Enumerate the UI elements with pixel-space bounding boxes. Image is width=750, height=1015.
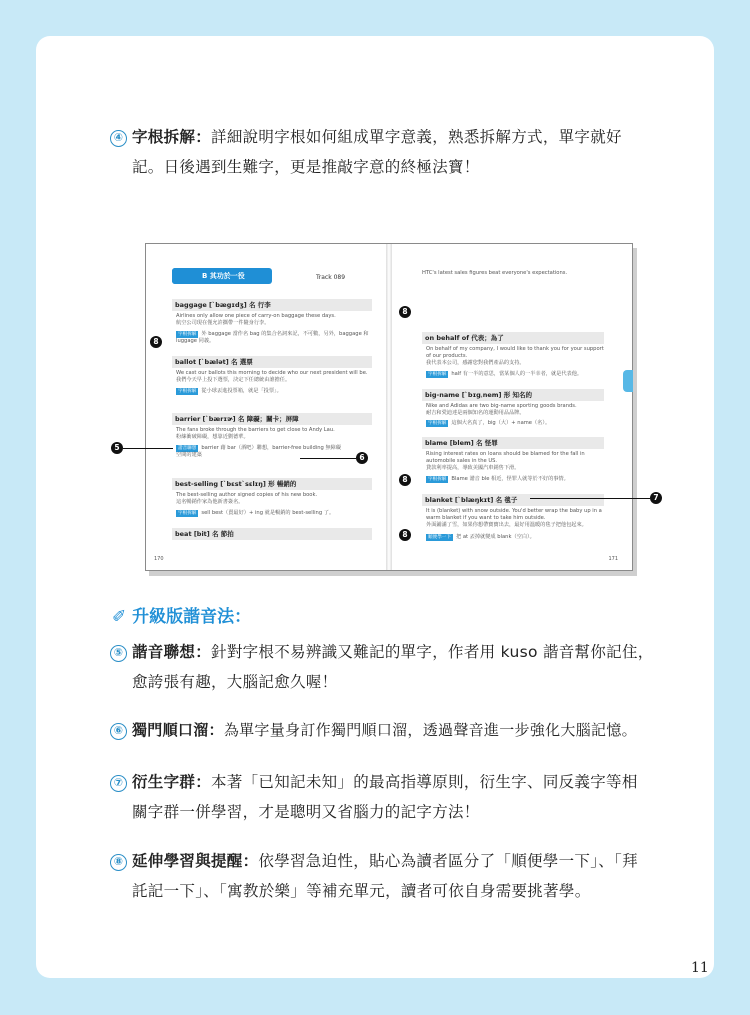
entry-note: 諧音聯想 barrier 藉 bar（酒吧）聯想，barrier-free building 無障礙空間的建築	[176, 445, 342, 458]
section-header: B 其功於一役	[172, 268, 272, 284]
entry-example: On behalf of my company, I would like to thank you for your support of our products. 我代表本公司，感謝您對我們產品的支持。	[426, 346, 604, 366]
callout-5: 5	[111, 442, 123, 454]
entry-example: The fans broke through the barriers to get close to Andy Lau. 粉絲衝破障礙，想靠近劉德華。	[176, 427, 335, 440]
callout-line	[530, 498, 650, 499]
entry-note: 字根拆解 這個大名真了，big（大）+ name（名）。	[428, 420, 551, 426]
item-text-line1: 詳細說明字根如何組成單字意義，熟悉拆解方式，單字就好	[211, 128, 622, 146]
item-title: 衍生字群：	[132, 773, 212, 791]
entry-note: 字根拆解 sell best（賣最好）+ ing 就是暢銷的 best-selling 了。	[178, 510, 335, 516]
feature-item-root	[110, 122, 670, 182]
item-title: 字根拆解：	[132, 128, 212, 146]
callout-line	[300, 458, 356, 459]
entry-example: Nike and Adidas are two big-name sporting goods brands. 耐吉和愛迪達是兩個知名的運動用品品牌。	[426, 403, 577, 416]
item-text-line1: 本著「已知記未知」的最高指導原則，衍生字、同反義字等相	[211, 773, 638, 791]
feature-item-rhyme	[110, 715, 670, 745]
entry-word: on behalf of 代表；為了	[422, 332, 604, 344]
item-text-line2: 愈誇張有趣，大腦記愈久喔！	[132, 673, 338, 691]
feature-item-extension	[110, 846, 670, 906]
callout-8: 8	[150, 336, 162, 348]
entry-word: best-selling [ˋbɛstˋsɛlɪŋ] 形 暢銷的	[172, 478, 372, 490]
entry-word: ballot [ˋbælət] 名 選票	[172, 356, 372, 368]
entry-word: blame [blem] 名 怪罪	[422, 437, 604, 449]
entry-example: It is (blanket) with snow outside. You'd better wrap the baby up in a warm blanket if you want to take him outside. 外面鋪滿了雪，如果你想帶寶寶出去，最好用溫暖的毯子把他包起來。	[426, 508, 602, 528]
book-spine	[386, 244, 392, 570]
feature-item-homophone	[110, 637, 670, 697]
item-text-line1: 依學習急迫性，貼心為讀者區分了「順便學一下」、「拜	[258, 852, 638, 870]
page-number: 11	[691, 960, 709, 976]
callout-7: 7	[650, 492, 662, 504]
entry-note: 字根拆解 從小球丟進投票箱，就是「投票」。	[178, 388, 282, 394]
feature-item-derivatives	[110, 767, 670, 827]
entry-example: Rising interest rates on loans should be blamed for the fall in automobile sales in the US. 貸款利率提高，導致美國汽車銷售下滑。	[426, 451, 585, 471]
left-page-number: 170	[154, 556, 164, 562]
callout-8: 8	[399, 529, 411, 541]
item-number: ⑦	[110, 775, 127, 792]
track-label: Track 089	[316, 274, 346, 281]
upgrade-heading: ✐ 升級版諧音法：	[112, 607, 252, 627]
item-title: 延伸學習與提醒：	[132, 852, 259, 870]
entry-word: barrier [ˋbærɪɚ] 名 障礙；關卡；屏障	[172, 413, 372, 425]
entry-word: blanket [ˋblæŋkɪt] 名 毯子	[422, 494, 604, 506]
item-number: ④	[110, 130, 127, 147]
entry-note: 順便學一下 把 at 丟掉就變成 blank（空白）。	[428, 534, 535, 540]
entry-word: beat [bit] 名 節拍	[172, 528, 372, 540]
entry-note: 字根拆解 外 baggage 當作名 bag 的集合名詞來記，不可數，另外，baggage 和 luggage 同義。	[176, 331, 369, 344]
item-title: 獨門順口溜：	[132, 721, 224, 739]
item-text-line2: 託記一下」、「寓教於樂」等補充單元，讀者可依自身需要挑著學。	[132, 882, 591, 900]
item-text-line2: 記。日後遇到生難字，更是推敲字意的終極法寶！	[132, 158, 480, 176]
entry-word: baggage [ˋbægɪdʒ] 名 行李	[172, 299, 372, 311]
entry-note: 字根拆解 half 有一半的意思，當某個人的一半幸者，就是代表他。	[428, 371, 583, 377]
item-text-line1: 針對字根不易辨識又難記的單字，作者用 kuso 諧音幫你記住，	[211, 643, 654, 661]
entry-note: 字根拆解 Blame 諧音 ble 相近，怪罪人就等於不好的事情。	[428, 476, 569, 482]
side-tab	[623, 370, 633, 392]
right-page-number: 171	[608, 556, 618, 562]
callout-8: 8	[399, 306, 411, 318]
entry-example: The best-selling author signed copies of his new book. 這名暢銷作家為他新書簽名。	[176, 492, 318, 505]
item-title: 諧音聯想：	[132, 643, 212, 661]
item-text-line2: 關字群一併學習，才是聰明又省腦力的記字方法！	[132, 803, 480, 821]
intro-example: HTC's latest sales figures beat everyone's expectations.	[422, 270, 568, 276]
callout-6: 6	[356, 452, 368, 464]
callout-8: 8	[399, 474, 411, 486]
entry-example: Airlines only allow one piece of carry-on baggage these days. 航空公司現在僅允許攜帶一件隨身行李。	[176, 313, 336, 326]
callout-line	[123, 448, 173, 449]
entry-example: We cast our ballots this morning to decide who our next president will be. 我們今天早上投下選票，決定下任總統由誰擔任。	[176, 370, 368, 383]
entry-word: big-name [ˋbɪgˌnem] 形 知名的	[422, 389, 604, 401]
book-spread-illustration	[145, 243, 633, 571]
item-text-line1: 為單字量身訂作獨門順口溜，透過聲音進一步強化大腦記憶。	[223, 721, 637, 739]
item-number: ⑧	[110, 854, 127, 871]
item-number: ⑥	[110, 723, 127, 740]
item-number: ⑤	[110, 645, 127, 662]
